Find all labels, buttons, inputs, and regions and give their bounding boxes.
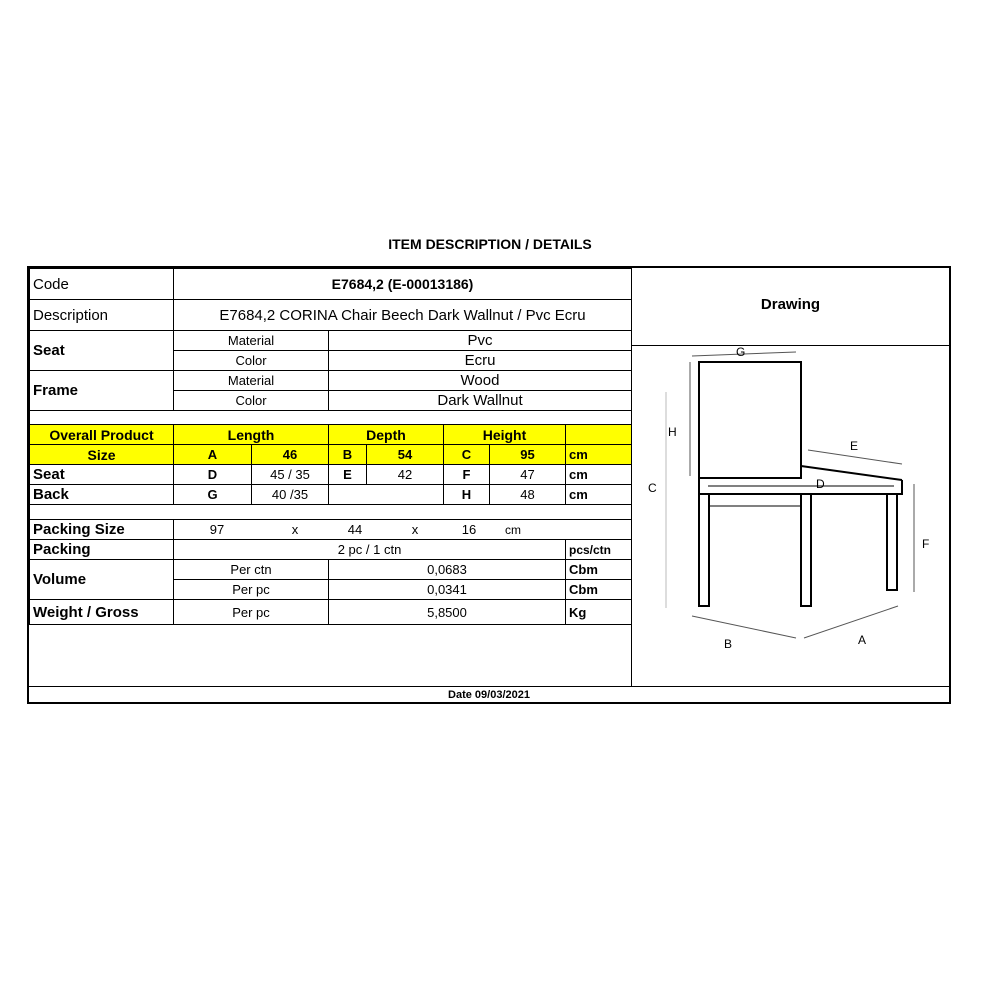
packing-size-x2: x <box>411 522 419 537</box>
weight-label: Weight / Gross <box>30 600 174 625</box>
frame-color-value: Dark Wallnut <box>329 391 632 411</box>
back-dim-label: Back <box>30 485 174 505</box>
dim-e-value: 42 <box>367 465 444 485</box>
label-g: G <box>736 346 746 359</box>
dim-g-value: 40 /35 <box>252 485 329 505</box>
chair-front-right-leg <box>801 494 811 606</box>
packing-size-height: 16 <box>461 522 477 537</box>
dim-c-key: C <box>444 445 490 465</box>
spacer-row-2 <box>30 505 632 520</box>
dim-b-key: B <box>329 445 367 465</box>
packing-value: 2 pc / 1 ctn <box>174 540 566 560</box>
description-row <box>30 300 632 331</box>
packing-size-row <box>30 520 632 540</box>
page-title: ITEM DESCRIPTION / DETAILS <box>388 236 592 252</box>
spacer-row <box>30 411 632 425</box>
chair-drawing <box>632 346 949 684</box>
overall-unit: cm <box>566 445 632 465</box>
volume-per-ctn-unit: Cbm <box>566 560 632 580</box>
seat-dim-label: Seat <box>30 465 174 485</box>
length-header: Length <box>174 425 329 445</box>
description-value: E7684,2 CORINA Chair Beech Dark Wallnut / Pvc Ecru <box>174 300 632 331</box>
packing-size-x1: x <box>291 522 299 537</box>
back-dim-unit: cm <box>566 485 632 505</box>
label-e: E <box>850 439 859 453</box>
frame-color-label: Color <box>174 391 329 411</box>
code-label: Code <box>30 269 174 300</box>
dim-h-key: H <box>444 485 490 505</box>
dimension-header-row <box>30 425 632 445</box>
volume-per-ctn-value: 0,0683 <box>329 560 566 580</box>
weight-row <box>30 600 632 625</box>
label-b: B <box>724 637 733 651</box>
weight-per-pc-label: Per pc <box>174 600 329 625</box>
volume-per-pc-unit: Cbm <box>566 580 632 600</box>
drawing-panel <box>631 268 949 686</box>
dim-b-value: 54 <box>367 445 444 465</box>
dim-d-key: D <box>174 465 252 485</box>
packing-label: Packing <box>30 540 174 560</box>
seat-material-label: Material <box>174 331 329 351</box>
packing-unit: pcs/ctn <box>566 540 632 560</box>
overall-size-header-2: Size <box>30 445 174 465</box>
weight-unit: Kg <box>566 600 632 625</box>
volume-label: Volume <box>30 560 174 600</box>
seat-material-row <box>30 331 632 351</box>
overall-size-row <box>30 445 632 465</box>
dim-c-value: 95 <box>490 445 566 465</box>
spec-table <box>29 268 632 625</box>
code-value: E7684,2 (E-00013186) <box>174 269 632 300</box>
frame-material-value: Wood <box>329 371 632 391</box>
packing-size-label: Packing Size <box>30 520 174 540</box>
date-footer: Date 09/03/2021 <box>29 686 949 703</box>
label-h: H <box>668 425 677 439</box>
packing-size-unit: cm <box>505 523 521 537</box>
seat-dim-unit: cm <box>566 465 632 485</box>
seat-material-value: Pvc <box>329 331 632 351</box>
dim-g-key: G <box>174 485 252 505</box>
height-header: Height <box>444 425 566 445</box>
label-f: F <box>922 537 930 551</box>
drawing-title: Drawing <box>632 268 949 346</box>
description-label: Description <box>30 300 174 331</box>
label-c: C <box>648 481 657 495</box>
volume-per-pc-value: 0,0341 <box>329 580 566 600</box>
dim-a-key: A <box>174 445 252 465</box>
dim-f-key: F <box>444 465 490 485</box>
code-row <box>30 269 632 300</box>
volume-per-pc-label: Per pc <box>174 580 329 600</box>
chair-front-left-leg <box>699 494 709 606</box>
dim-d-value: 45 / 35 <box>252 465 329 485</box>
overall-size-header-1: Overall Product <box>30 425 174 445</box>
chair-backrest <box>699 362 801 478</box>
depth-header: Depth <box>329 425 444 445</box>
label-a: A <box>858 633 867 647</box>
seat-color-value: Ecru <box>329 351 632 371</box>
frame-label: Frame <box>30 371 174 411</box>
label-d: D <box>816 477 825 491</box>
seat-color-label: Color <box>174 351 329 371</box>
frame-material-label: Material <box>174 371 329 391</box>
seat-label: Seat <box>30 331 174 371</box>
back-dim-row <box>30 485 632 505</box>
seat-dim-row <box>30 465 632 485</box>
volume-per-ctn-label: Per ctn <box>174 560 329 580</box>
frame-material-row <box>30 371 632 391</box>
volume-per-ctn-row <box>30 560 632 580</box>
dim-f-value: 47 <box>490 465 566 485</box>
weight-value: 5,8500 <box>329 600 566 625</box>
dim-h-value: 48 <box>490 485 566 505</box>
chair-back-right-leg <box>887 494 897 590</box>
spec-sheet <box>27 266 951 704</box>
dim-e-key: E <box>329 465 367 485</box>
dim-a-value: 46 <box>252 445 329 465</box>
packing-row <box>30 540 632 560</box>
packing-size-width: 44 <box>347 522 363 537</box>
packing-size-length: 97 <box>209 522 225 537</box>
